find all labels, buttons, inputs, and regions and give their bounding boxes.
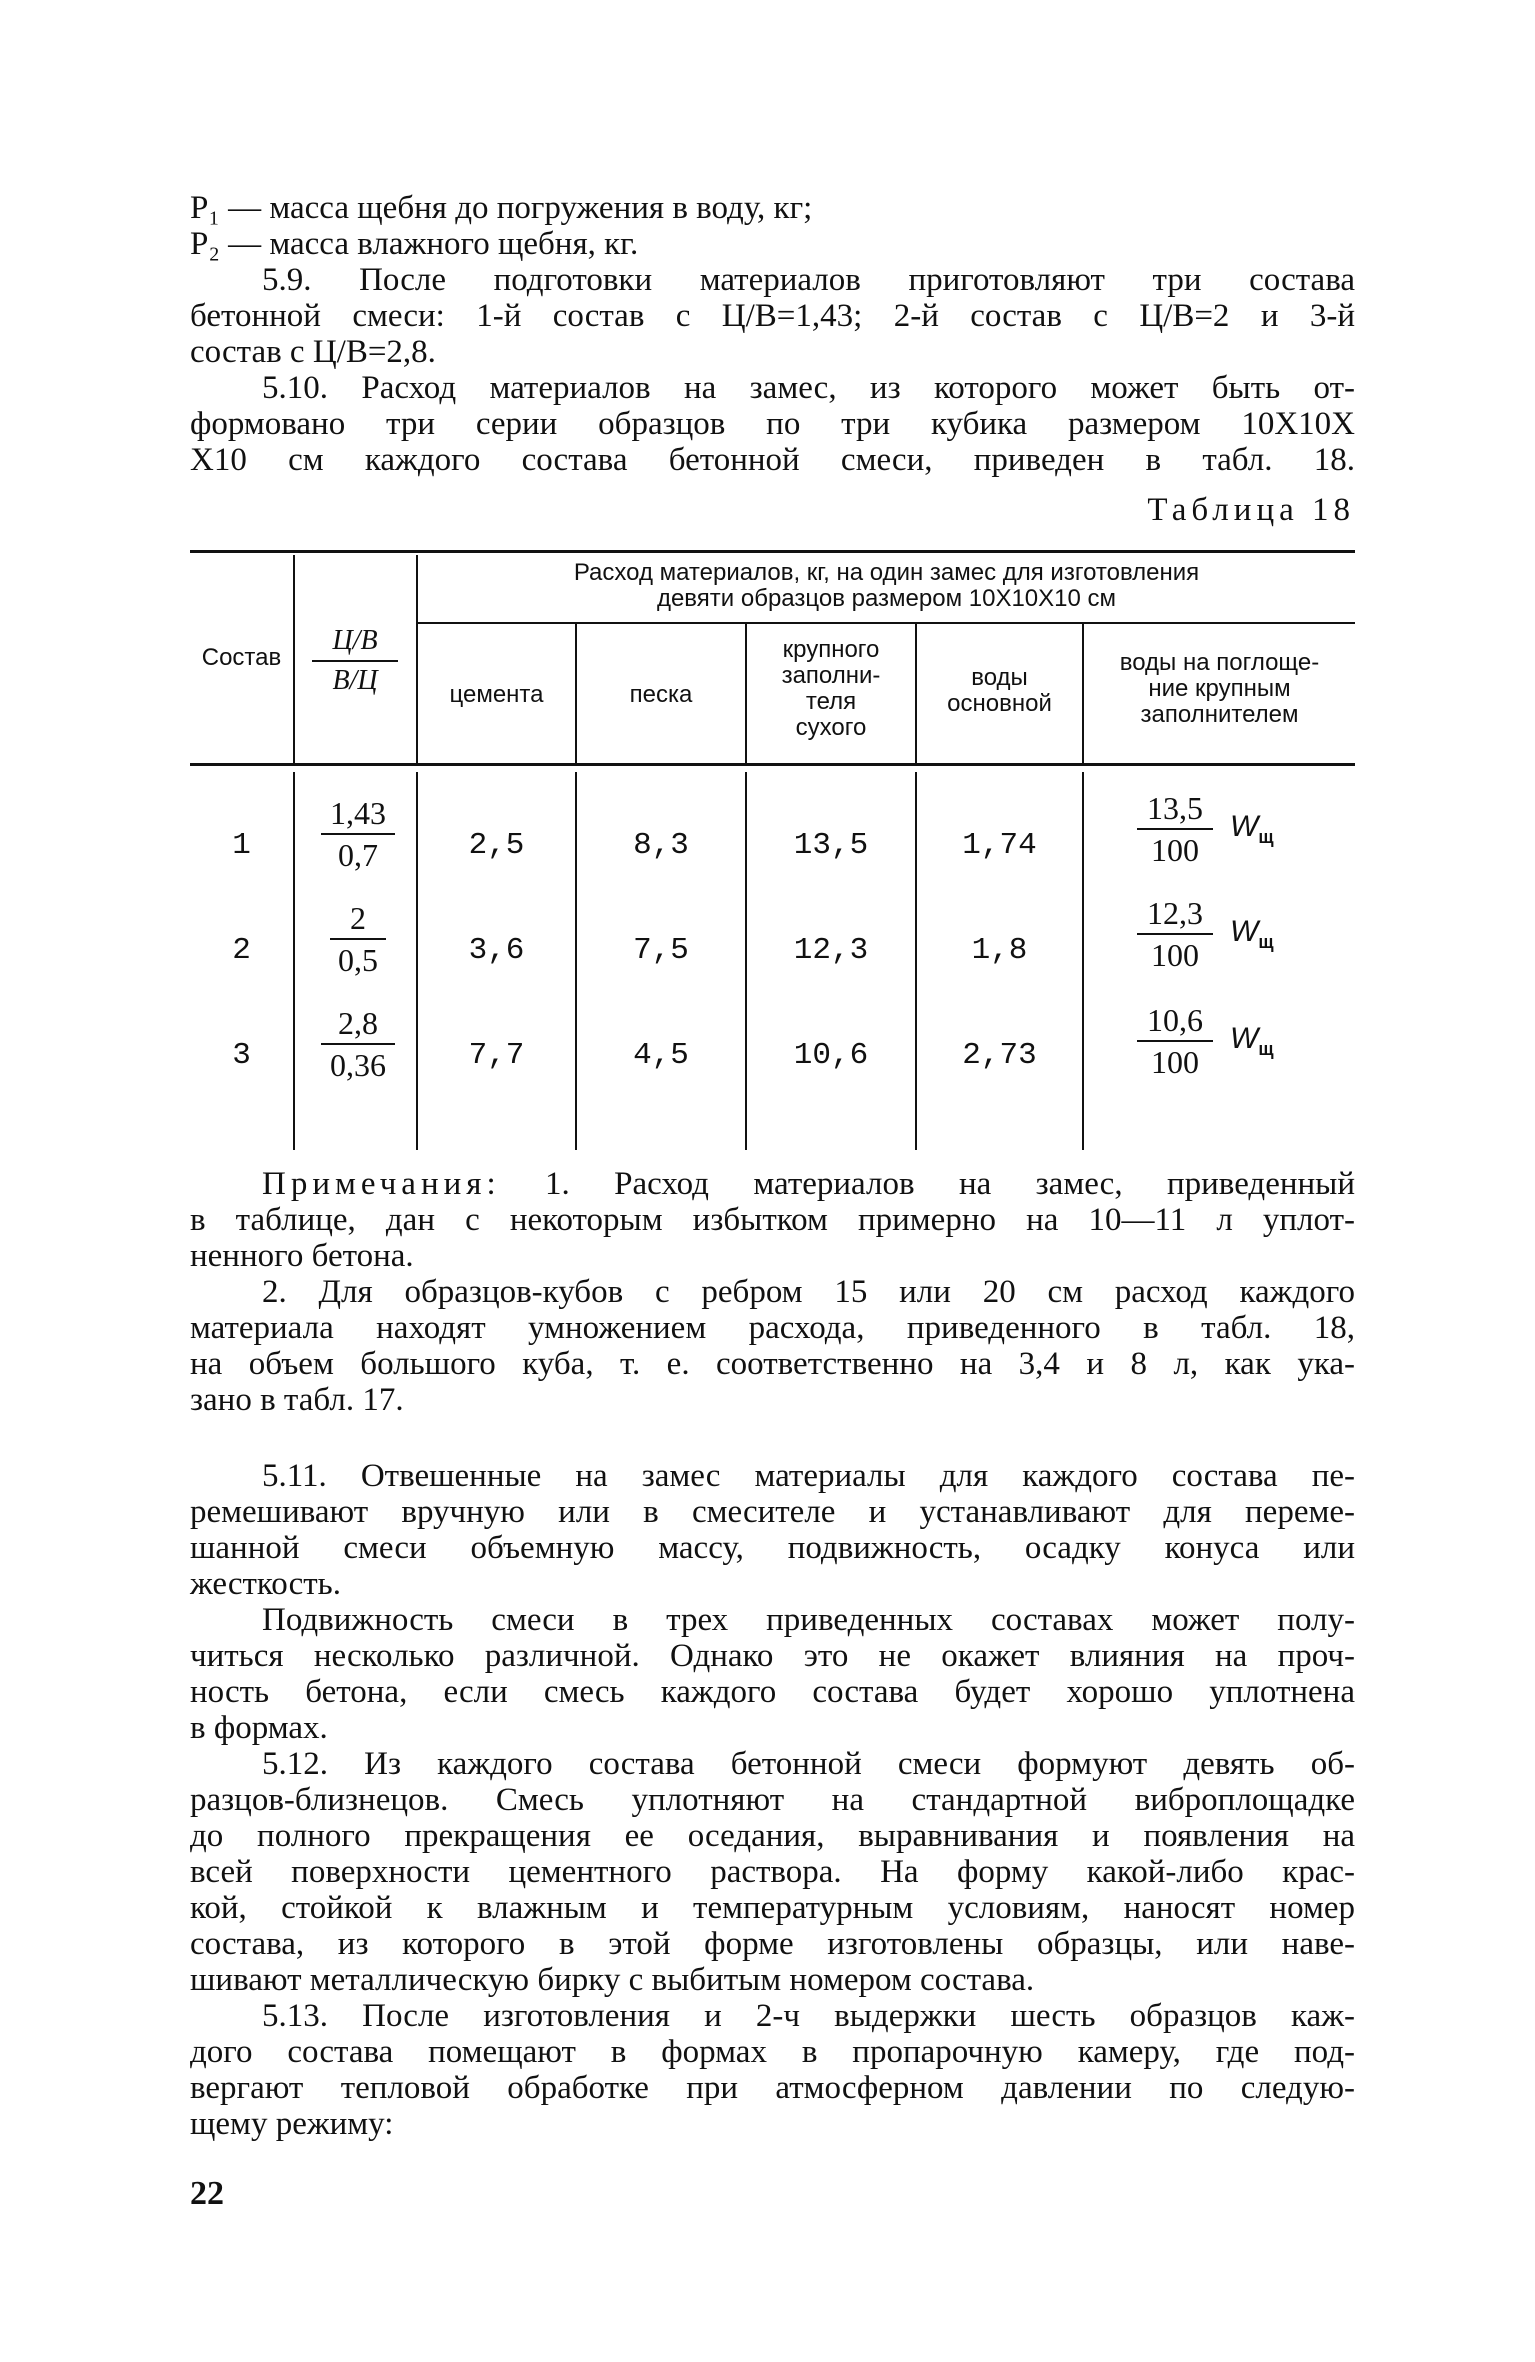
header-coarse-line: заполни- [781,662,881,689]
col-divider [293,555,295,765]
w-symbol [1230,1022,1274,1060]
fraction-bar [321,833,395,835]
header-group-line: девяти образцов размером 10Х10Х10 см [656,585,1117,612]
header-waterabs-line: воды на поглоще- [1119,649,1320,676]
cell-coarse: 13,5 [793,828,869,863]
cell-coarse: 10,6 [793,1038,869,1073]
fraction-denominator: 100 [1151,832,1199,868]
header-vc: В/Ц [332,665,378,696]
header-water-absorption [1084,650,1355,728]
fraction-water-absorption [1125,895,1225,973]
note-2-line: на объем большого куба, т. е. соответственно на 3,4 и 8 л, как ука- [190,1346,1355,1382]
section-5-9-line: бетонной смеси: 1-й состав с Ц/В=1,43; 2-й состав с Ц/В=2 и 3-й [190,298,1355,334]
section-5-13-line: щему режиму: [190,2106,394,2142]
note-2-line: материала находят умножением расхода, приведенного в табл. 18, [190,1310,1355,1346]
cell-cement: 2,5 [468,828,525,863]
col-divider [1082,772,1084,1150]
cell-water: 1,8 [971,933,1028,968]
fraction-cv-vc [308,795,408,873]
section-5-13-line: вергают тепловой обработке при атмосферном давлении по следую- [190,2070,1355,2106]
w-letter: W [1230,915,1259,948]
cell-water: 2,73 [962,1038,1037,1073]
fraction-numerator: 12,3 [1147,895,1203,931]
table-top-rule [190,550,1355,553]
header-coarse-line: крупного [782,636,880,663]
fraction-bar [1137,1040,1213,1042]
mobility-paragraph-line: ность бетона, если смесь каждого состава будет хорошо уплотнена [190,1674,1355,1710]
header-group [418,560,1355,612]
fraction-bar [1137,828,1213,830]
fraction-denominator: 0,5 [338,942,378,978]
fraction-numerator: 1,43 [330,795,386,831]
cell-sand: 4,5 [633,1038,689,1073]
cell-cement: 7,7 [468,1038,525,1073]
note-1-text: 1. Расход материалов на замес, приведенный [500,1166,1355,1202]
cell-water: 1,74 [962,828,1037,863]
mobility-paragraph-line: в формах. [190,1710,328,1746]
fraction-denominator: 100 [1151,937,1199,973]
fraction-numerator: 13,5 [1147,790,1203,826]
header-cv: Ц/В [332,625,378,656]
w-letter: W [1230,1022,1259,1055]
note-1-line: в таблице, дан с некоторым избытком примерно на 10—11 л уплот- [190,1202,1355,1238]
fraction-numerator: 2 [350,900,366,936]
fraction-bar [321,1043,395,1045]
section-5-9-line: состав с Ц/В=2,8. [190,334,436,370]
fraction-denominator: 0,36 [330,1047,386,1083]
section-5-11-line: ремешивают вручную или в смесителе и устанавливают для переме- [190,1494,1355,1530]
section-5-10-line: формовано три серии образцов по три кубика размером 10Х10Х [190,406,1355,442]
table-caption: Таблица 18 [1147,492,1355,528]
fraction-denominator: 100 [1151,1044,1199,1080]
header-coarse-line: теля [805,688,857,715]
header-sand: песка [629,681,693,708]
w-subscript: щ [1258,1039,1274,1059]
header-water-line: воды [971,664,1028,691]
page-content [190,190,1355,2142]
section-5-10-line: Х10 см каждого состава бетонной смеси, приведен в табл. 18. [190,442,1355,478]
section-5-12-line: всей поверхности цементного раствора. На форму какой-либо крас- [190,1854,1355,1890]
header-group-line: Расход материалов, кг, на один замес для изготовления [573,559,1200,586]
section-5-12-line: шивают металлическую бирку с выбитым номером состава. [190,1962,1035,1998]
fraction-water-absorption [1125,790,1225,868]
cell-sostav: 2 [232,933,251,968]
group-header-rule [418,622,1355,624]
cell-sostav: 3 [232,1038,251,1073]
w-symbol [1230,810,1274,848]
fraction-cv-vc [308,900,408,978]
w-symbol [1230,915,1274,953]
cell-coarse: 12,3 [793,933,869,968]
note-2-line: зано в табл. 17. [190,1382,404,1418]
fraction-bar [330,938,386,940]
section-5-11-line: жесткость. [190,1566,341,1602]
definition-p1: P₁ — масса щебня до погружения в воду, кг; [190,190,813,226]
section-5-12-line: 5.12. Из каждого состава бетонной смеси формуют девять об- [262,1746,1355,1782]
fraction-water-absorption [1125,1002,1225,1080]
section-5-12-line: кой, стойкой к влажным и температурным условиям, наносят номер [190,1890,1355,1926]
section-5-9-line: 5.9. После подготовки материалов приготовляют три состава [262,262,1355,298]
cell-sand: 7,5 [633,933,689,968]
header-cv-bar [312,660,398,662]
header-waterabs-line: ние крупным [1148,675,1291,702]
cell-sostav: 1 [232,828,251,863]
header-water [917,665,1082,717]
section-5-13-line: дого состава помещают в формах в пропарочную камеру, где под- [190,2034,1355,2070]
header-bottom-rule [190,763,1355,766]
col-divider [293,772,295,1150]
section-5-11-line: 5.11. Отвешенные на замес материалы для каждого состава пе- [262,1458,1355,1494]
fraction-bar [1137,933,1213,935]
section-5-12-line: состава, из которого в этой форме изготовлены образцы, или наве- [190,1926,1355,1962]
header-water-line: основной [947,690,1052,717]
section-5-12-line: разцов-близнецов. Смесь уплотняют на стандартной виброплощадке [190,1782,1355,1818]
note-2-line: 2. Для образцов-кубов с ребром 15 или 20 см расход каждого [262,1274,1355,1310]
fraction-cv-vc [308,1005,408,1083]
header-waterabs-line: заполнителем [1140,701,1299,728]
definition-p2: P₂ — масса влажного щебня, кг. [190,226,639,262]
section-5-10-line: 5.10. Расход материалов на замес, из которого может быть от- [262,370,1355,406]
header-coarse-line: сухого [795,714,867,741]
mobility-paragraph-line: читься несколько различной. Однако это не окажет влияния на проч- [190,1638,1355,1674]
table-notes [190,1166,1355,1418]
materials-table [190,550,1355,1150]
cell-sand: 8,3 [633,828,689,863]
section-5-11-line: шанной смеси объемную массу, подвижность, осадку конуса или [190,1530,1355,1566]
w-subscript: щ [1258,827,1274,847]
cell-cement: 3,6 [468,933,525,968]
fraction-denominator: 0,7 [338,837,378,873]
header-coarse [747,637,915,741]
w-letter: W [1230,810,1259,843]
header-cement: цемента [449,681,544,708]
fraction-numerator: 10,6 [1147,1002,1203,1038]
mobility-paragraph-line: Подвижность смеси в трех приведенных составах может полу- [262,1602,1355,1638]
w-subscript: щ [1258,932,1274,952]
fraction-numerator: 2,8 [338,1005,378,1041]
header-sostav: Состав [201,644,282,671]
section-5-13-line: 5.13. После изготовления и 2-ч выдержки шесть образцов каж- [262,1998,1355,2034]
note-1-line [190,1166,1355,1202]
notes-label: Примечания: [262,1166,501,1202]
page-number: 22 [190,2175,224,2212]
note-1-line: ненного бетона. [190,1238,414,1274]
section-5-12-line: до полного прекращения ее оседания, выравнивания и появления на [190,1818,1355,1854]
